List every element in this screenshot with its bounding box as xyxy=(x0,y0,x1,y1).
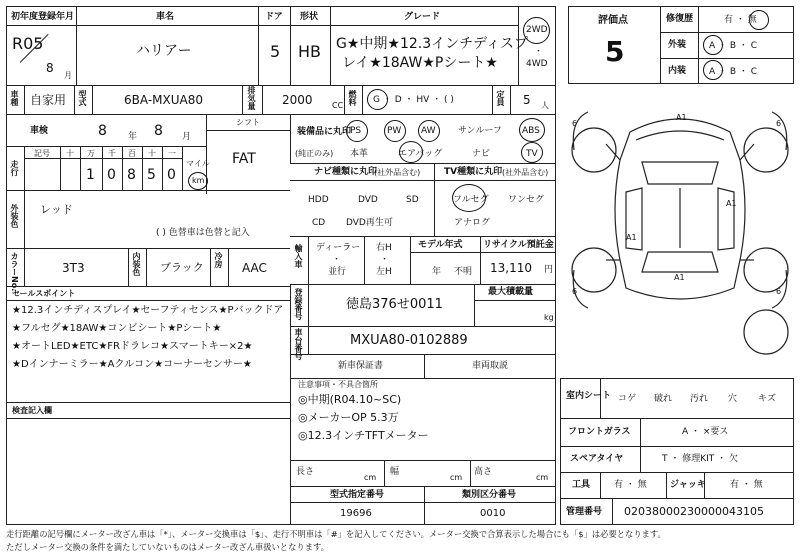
exterior-abc: A ・ B ・ C xyxy=(709,41,758,51)
capacity-unit: 人 xyxy=(541,101,549,110)
navi-cd: CD xyxy=(312,218,326,228)
import-left-h: 左H xyxy=(376,267,392,277)
navi-sd: SD xyxy=(406,195,419,205)
fuel-label: 燃料 xyxy=(348,90,357,106)
unit-km-circle xyxy=(188,172,208,190)
first-reg-label: 初年度登録年月 xyxy=(11,12,75,22)
reg-value: 徳島376せ0011 xyxy=(346,297,443,312)
tire-front-left xyxy=(572,128,616,172)
class-number-label: 類別区分番号 xyxy=(462,490,517,500)
tire-fl-depth: 6 xyxy=(572,119,578,128)
fuel-g-circle xyxy=(367,89,388,110)
shape-value: HB xyxy=(298,42,322,61)
digit-h-1: 万 xyxy=(87,149,95,158)
doors-value: 5 xyxy=(270,42,281,61)
recycle-value: 13,110 xyxy=(490,261,532,275)
tire-rr-depth: 6 xyxy=(776,287,782,296)
navi-hdd: HDD xyxy=(308,195,329,205)
first-reg-month-unit: 月 xyxy=(64,71,72,80)
max-load-label: 最大積載量 xyxy=(488,287,534,297)
score-value: 5 xyxy=(605,35,625,68)
tire-rl-depth: 6 xyxy=(572,287,578,296)
digit-h-4: 十 xyxy=(148,149,156,158)
color-code: 3T3 xyxy=(62,261,85,275)
equip-pw: PW xyxy=(387,126,402,136)
jack-values: 有 ・ 無 xyxy=(730,480,763,490)
interior-color: ブラック xyxy=(160,261,204,274)
tv-fullseg: フルセグ xyxy=(453,195,489,205)
notes-label: 注意事項・不具合箇所 xyxy=(298,380,378,389)
import-dealer: ディーラー xyxy=(316,243,361,253)
car-name: ハリアー xyxy=(136,43,192,59)
interior-seat-label: 室内シート xyxy=(566,391,612,401)
jack-label: ジャッキ xyxy=(670,480,706,490)
damage-mark-4: A1 xyxy=(674,273,685,282)
unit-mile: マイル xyxy=(186,159,210,168)
car-name-label: 車名 xyxy=(156,12,175,22)
digit-h-5: 一 xyxy=(168,149,176,158)
damage-mark-2: A1 xyxy=(726,199,737,208)
tire-rear-left xyxy=(572,248,616,292)
import-dot-2: ・ xyxy=(380,255,390,265)
color-value: レッド xyxy=(40,203,73,216)
dim-length-label: 長さ xyxy=(296,467,315,477)
capacity-label: 定員 xyxy=(496,90,505,106)
sales-point-line-3: ★オートLED★ETC★FRドラレコ★スマートキー×2★ xyxy=(12,341,253,352)
equip-abs: ABS xyxy=(522,126,540,136)
tools-label: 工具 xyxy=(572,480,591,490)
repair-values: 有 ・ 無 xyxy=(724,15,757,25)
tv-oneseg: ワンセグ xyxy=(508,195,545,205)
equip-sunroof: サンルーフ xyxy=(458,126,502,136)
equip-tv: TV xyxy=(526,149,538,159)
equipment-sub: (純正のみ) xyxy=(295,149,334,158)
mileage-sub: 記号 xyxy=(34,149,50,158)
reg-label: 登録番号 xyxy=(294,288,303,320)
digit-h-3: 百 xyxy=(128,149,136,158)
seat-item-3: 汚れ xyxy=(690,394,709,404)
sales-point-line-1: ★12.3インチディスプレイ★セーフティセンス★Pバックドア xyxy=(12,305,284,316)
import-parallel: 並行 xyxy=(328,267,347,277)
navi-dvd: DVD xyxy=(358,195,378,205)
tv-type-label: TV種類に丸印 xyxy=(444,167,503,177)
inspection-label: 車検 xyxy=(30,126,49,136)
windshield-label: フロントガラス xyxy=(568,427,631,437)
repair-none-circle xyxy=(749,10,769,30)
inspection-year: 8 xyxy=(98,123,107,139)
dim-width-label: 幅 xyxy=(390,467,400,477)
tire-rear-right xyxy=(744,248,788,292)
interior-label: 内装 xyxy=(668,66,687,76)
seat-item-5: キズ xyxy=(758,394,776,404)
tire-front-right xyxy=(744,128,788,172)
displacement-label: 排気量 xyxy=(247,86,256,110)
ac-value: AAC xyxy=(242,261,267,275)
sales-point-line-2: ★フルセグ★18AW★コンビシート★Pシート★ xyxy=(12,323,222,334)
owner-manual: 車両取説 xyxy=(472,361,509,371)
digit-2: 8 xyxy=(127,167,136,183)
navi-label: ナビ種類に丸印 xyxy=(314,167,378,177)
sales-points-label: セールスポイント xyxy=(12,289,76,298)
note-line-1: ◎中期(R04.10~SC) xyxy=(298,393,402,406)
mgmt-value: 02038000230000043105 xyxy=(624,505,764,518)
inspector-label: 検査記入欄 xyxy=(12,406,52,415)
ac-label: 冷房 xyxy=(214,252,223,268)
dim-length-unit: cm xyxy=(364,473,377,482)
main-form xyxy=(6,6,556,525)
interior-color-label: 内装色 xyxy=(132,252,141,276)
shape-label: 形状 xyxy=(300,12,319,22)
interior-a-circle xyxy=(703,60,723,80)
color-code-label: カラーNo. xyxy=(10,252,19,292)
tools-values: 有 ・ 無 xyxy=(614,480,647,490)
recycle-label: リサイクル預託金 xyxy=(483,240,554,250)
sales-point-line-4: ★Dインナーミラー★Aクルコン★コーナーセンサー★ xyxy=(12,359,252,370)
seat-item-1: コゲ xyxy=(618,394,637,404)
drive-4wd: 4WD xyxy=(526,59,548,69)
new-car-warranty: 新車保証書 xyxy=(338,361,384,371)
type-number-label: 型式指定番号 xyxy=(330,490,385,500)
windshield-value: A ・ ×要ス xyxy=(682,427,729,437)
damage-mark-3: A1 xyxy=(626,233,637,242)
interior-abc: A ・ B ・ C xyxy=(709,67,758,77)
digit-3: 5 xyxy=(147,167,156,183)
seat-item-4: 穴 xyxy=(728,394,738,404)
grade-line-2: レイ★18AW★Pシート★ xyxy=(342,55,498,71)
inspection-month: 8 xyxy=(154,123,163,139)
digit-4: 0 xyxy=(167,167,176,183)
recycle-unit: 円 xyxy=(544,265,554,275)
tire-fr-depth: 6 xyxy=(776,119,782,128)
inspection-year-unit: 年 xyxy=(128,132,138,142)
exterior-label: 外装 xyxy=(668,40,687,50)
footer-line-2: ただしメーター交換の条件を満たしていないものはメーター改ざん車扱いとなります。 xyxy=(6,542,329,552)
tv-analog: アナログ xyxy=(454,218,491,228)
first-reg-era: R05 xyxy=(12,34,44,53)
drive-dot: ・ xyxy=(534,47,544,57)
usage-value: 自家用 xyxy=(30,93,67,107)
footer-line-1: 走行距離の記号欄にメーター改ざん車は「*」、メーター交換車は「$」、走行不明車は「#」を記入してください。メーター交換で合算表示した場合にも「$」は必要となります。 xyxy=(6,529,666,539)
import-dot: ・ xyxy=(332,255,342,265)
spare-value: T ・ 修理KIT ・ 欠 xyxy=(662,454,738,464)
equip-ps: PS xyxy=(350,126,362,136)
repair-label: 修復歴 xyxy=(666,14,694,24)
type-number-value: 19696 xyxy=(340,508,372,519)
drive-2wd: 2WD xyxy=(526,25,548,35)
doors-label: ドア xyxy=(265,12,283,22)
spare-label: スペアタイヤ xyxy=(570,454,624,464)
digit-0: 1 xyxy=(86,167,95,183)
first-reg-month: 8 xyxy=(46,61,54,75)
displacement-unit: CC xyxy=(332,101,344,110)
color-paren-note: ( ) 色替車は色替と記入 xyxy=(156,228,250,238)
frame-value: MXUA80-0102889 xyxy=(350,333,468,348)
navi-dvd-play: DVD再生可 xyxy=(346,218,393,228)
equip-leather: 本革 xyxy=(350,149,369,159)
model-label: 型式 xyxy=(78,90,87,106)
digit-h-2: 千 xyxy=(108,149,116,158)
digit-1: 0 xyxy=(107,167,116,183)
grade-line-1: G★中期★12.3インチディスプ xyxy=(336,36,529,52)
frame-label: 車台番号 xyxy=(294,328,303,360)
color-label: 外装色 xyxy=(10,204,19,228)
class-number-value: 0010 xyxy=(480,508,506,519)
inspection-month-unit: 月 xyxy=(182,132,192,142)
import-label: 輸入車 xyxy=(294,244,303,268)
navi-sub: (社外品含む) xyxy=(374,168,421,177)
seat-item-2: 破れ xyxy=(654,394,673,404)
displacement-value: 2000 xyxy=(282,93,313,107)
equipment-label: 装備品に丸印 xyxy=(297,127,352,137)
damage-diagram xyxy=(566,100,794,372)
exterior-a-circle xyxy=(703,35,723,55)
capacity-value: 5 xyxy=(523,93,531,107)
note-line-3: ◎12.3インチTFTメーター xyxy=(298,429,429,442)
model-year-unit: 年 xyxy=(432,267,442,277)
max-load-unit: kg xyxy=(544,313,554,322)
tv-type-sub: (社外品含む) xyxy=(502,168,549,177)
equip-airbag: エアバッグ xyxy=(398,149,443,159)
fuel-options: G ・ D ・ HV ・ ( ) xyxy=(373,95,454,105)
note-line-2: ◎メーカーOP 5.3万 xyxy=(298,411,399,424)
grade-label: グレード xyxy=(404,12,441,22)
score-label: 評価点 xyxy=(598,15,628,26)
dim-width-unit: cm xyxy=(450,473,463,482)
model-year-unknown: 不明 xyxy=(454,267,473,277)
model-year-label: モデル年式 xyxy=(418,240,463,250)
usage-label: 車種 xyxy=(10,90,19,106)
digit-h-0: 十 xyxy=(66,149,74,158)
mileage-label: 走行 xyxy=(10,160,19,176)
dim-height-label: 高さ xyxy=(474,467,493,477)
shift-value: FAT xyxy=(232,151,256,167)
equip-aw: AW xyxy=(421,126,436,136)
mgmt-label: 管理番号 xyxy=(566,507,603,517)
shift-label: シフト xyxy=(236,118,260,127)
import-right-h: 右H xyxy=(376,243,392,253)
damage-mark-1: A1 xyxy=(676,113,687,122)
equip-navi: ナビ xyxy=(472,149,491,159)
model-value: 6BA-MXUA80 xyxy=(124,93,203,107)
unit-km: km xyxy=(192,176,205,185)
dim-height-unit: cm xyxy=(536,473,549,482)
spare-tire xyxy=(744,310,788,354)
